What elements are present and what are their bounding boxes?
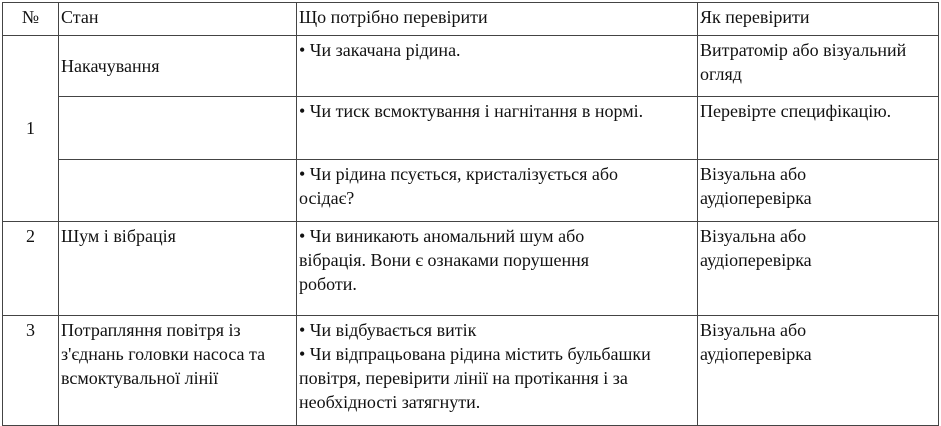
row-number: 1: [3, 36, 59, 222]
table-row: [3, 222, 939, 316]
row-state: Шум і вібрація: [59, 222, 297, 316]
row-state: Накачування: [59, 36, 297, 97]
check-item: • Чи відбувається витік: [299, 320, 477, 340]
row-number: 3: [3, 316, 59, 426]
row-how-to-check: Візуальна або аудіоперевірка: [698, 160, 939, 222]
table-row: [3, 160, 939, 222]
inspection-table: [2, 2, 939, 426]
header-how-to-check: Як перевірити: [698, 3, 939, 36]
row-how-to-check: Візуальна або аудіоперевірка: [698, 222, 939, 316]
row-state-empty: [59, 97, 297, 160]
row-what-to-check: • Чи закачана рідина.: [297, 36, 698, 97]
table-header-row: [3, 3, 939, 36]
row-how-to-check: Витратомір або візуальний огляд: [698, 36, 939, 97]
row-what-to-check: • Чи рідина псується, кристалізується або осідає?: [297, 160, 698, 222]
row-number: 2: [3, 222, 59, 316]
row-what-to-check: • Чи тиск всмоктування і нагнітання в нормі.: [297, 97, 698, 160]
row-how-to-check: Візуальна або аудіоперевірка: [698, 316, 939, 426]
table-row: [3, 97, 939, 160]
row-how-to-check: Перевірте специфікацію.: [698, 97, 939, 160]
row-state-empty: [59, 160, 297, 222]
row-what-to-check: [297, 316, 698, 426]
table-row: [3, 36, 939, 97]
row-what-to-check: • Чи виникають аномальний шум або вібрація. Вони є ознаками порушення роботи.: [297, 222, 698, 316]
header-state: Стан: [59, 3, 297, 36]
header-what-to-check: Що потрібно перевірити: [297, 3, 698, 36]
check-item: • Чи відпрацьована рідина містить бульбашки повітря, перевірити лінії на протікання і за необхідності затягнути.: [299, 344, 651, 412]
row-state: Потрапляння повітря із з'єднань головки насоса та всмоктувальної лінії: [59, 316, 297, 426]
header-number: №: [3, 3, 59, 36]
table-row: [3, 316, 939, 426]
